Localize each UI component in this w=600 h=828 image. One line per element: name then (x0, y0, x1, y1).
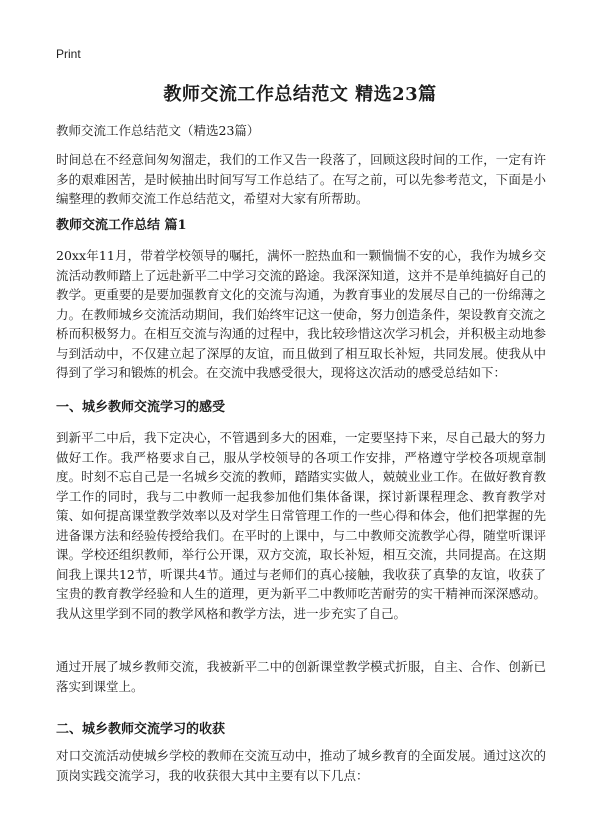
page-title: 教师交流工作总结范文 精选23篇 (163, 84, 437, 105)
print-link[interactable]: Print (56, 47, 81, 61)
paragraph-1: 20xx年11月，带着学校领导的嘱托，满怀一腔热血和一颗惴惴不安的心，我作为城乡交流活动教师踏上了远赴新平二中学习交流的路途。我深深知道，这并不是单纯搞好自己的教学。更重要的是要加强教育文化的交流与沟通，为教育事业的发展尽自己的一份绵薄之力。在教师城乡交流活动期间，我们始终牢记这一使命，努力创造条件，架设教育交流之桥而积极努力。在相互交流与沟通的过程中，我比较珍惜这次学习机会，并积极主动地参与到活动中，不仅建立起了深厚的友谊，而且做到了相互取长补短，共同发展。使我从中得到了学习和锻炼的机会。在交流中我感受很大，现将这次活动的感受总结如下： (56, 248, 546, 380)
document-subtitle: 教师交流工作总结范文（精选23篇） (56, 123, 260, 138)
heading-gains: 二、城乡教师交流学习的收获 (56, 722, 226, 737)
heading-feelings: 一、城乡教师交流学习的感受 (56, 400, 226, 415)
paragraph-3: 通过开展了城乡教师交流，我被新平二中的创新课堂教学模式折服，自主、合作、创新已落实到课堂上。 (56, 659, 546, 694)
paragraph-2: 到新平二中后，我下定决心，不管遇到多大的困难，一定要坚持下来，尽自己最大的努力做好工作。我严格要求自己，服从学校领导的各项工作安排，严格遵守学校各项规章制度。时刻不忘自己是一名城乡交流的教师，踏踏实实做人，兢兢业业工作。在做好教育教学工作的同时，我与二中教师一起我参加他们集体备课，探讨新课程理念、教育教学对策、如何提高课堂教学效率以及对学生日常管理工作的一些心得和体会，他们把掌握的先进备课方法和经验传授给我们。在平时的上课中，与二中教师交流教学心得，随堂听课评课。学校还组织教师，举行公开课，双方交流，取长补短，相互交流，共同提高。在这期间我上课共12节，听课共4节。通过与老师们的真心接触，我收获了真挚的友谊，收获了宝贵的教育教学经验和人生的道理，更为新平二中教师吃苦耐劳的实干精神而深深感动。我从这里学到不同的教学风格和教学方法，进一步充实了自己。 (56, 430, 546, 621)
section-heading: 教师交流工作总结 篇1 (56, 218, 187, 233)
intro-paragraph: 时间总在不经意间匆匆溜走，我们的工作又告一段落了，回顾这段时间的工作，一定有许多的艰难困苦，是时候抽出时间写写工作总结了。在写之前，可以先参考范文，下面是小编整理的教师交流工作总结范文，希望对大家有所帮助。 (56, 152, 546, 206)
paragraph-4: 对口交流活动使城乡学校的教师在交流互动中，推动了城乡教育的全面发展。通过这次的顶岗实践交流学习，我的收获很大其中主要有以下几点： (56, 748, 546, 783)
